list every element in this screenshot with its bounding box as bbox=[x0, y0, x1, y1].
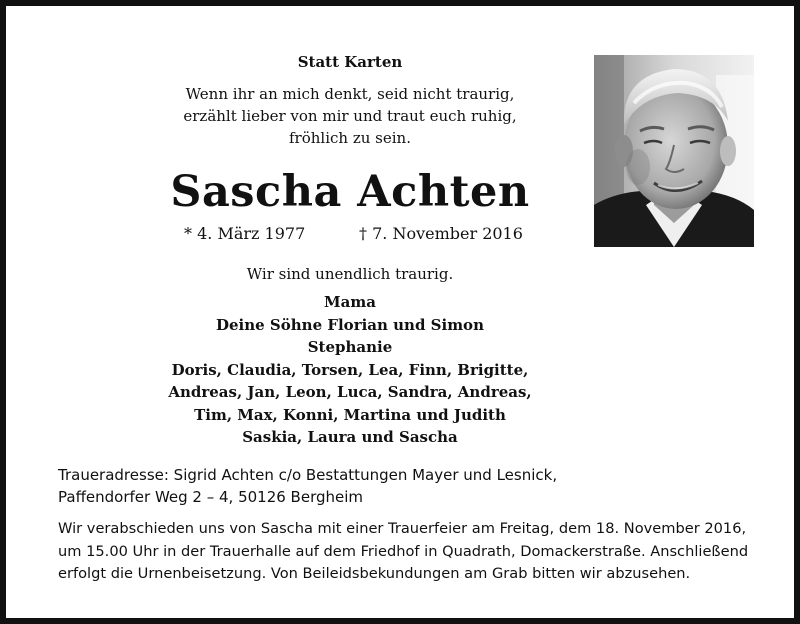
family-line: Andreas, Jan, Leon, Luca, Sandra, Andreas, bbox=[168, 383, 532, 401]
family-list bbox=[156, 291, 544, 449]
family-line: Deine Söhne Florian und Simon bbox=[216, 315, 484, 334]
family-line: Saskia, Laura und Sascha bbox=[242, 428, 458, 446]
address-line: Traueradresse: Sigrid Achten c/o Bestattungen Mayer und Lesnick, bbox=[58, 466, 558, 484]
ceremony-text bbox=[58, 518, 758, 586]
address-line: Paffendorfer Weg 2 – 4, 50126 Bergheim bbox=[58, 488, 364, 506]
birth-date: * 4. März 1977 bbox=[184, 224, 306, 243]
family-line: Tim, Max, Konni, Martina und Judith bbox=[194, 405, 506, 424]
portrait-photo bbox=[594, 55, 754, 247]
family-line: Stephanie bbox=[307, 338, 393, 356]
poem-line: fröhlich zu sein. bbox=[289, 129, 411, 147]
funeral-address bbox=[58, 464, 758, 508]
poem-line: erzählt lieber von mir und traut euch ruhig, bbox=[183, 107, 517, 125]
mourning-line: Wir sind unendlich traurig. bbox=[246, 265, 454, 283]
deceased-name: Sascha Achten bbox=[170, 167, 530, 217]
poem-line: Wenn ihr an mich denkt, seid nicht traurig, bbox=[185, 85, 515, 103]
poem bbox=[156, 83, 544, 149]
ceremony-line: Wir verabschieden uns von Sascha mit einer Trauerfeier am Freitag, dem 18. November 2016, bbox=[58, 520, 747, 537]
death-date: † 7. November 2016 bbox=[359, 224, 523, 243]
ceremony-line: erfolgt die Urnenbeisetzung. Von Beileidsbekundungen am Grab bitten wir abzusehen. bbox=[58, 565, 691, 582]
family-line: Mama bbox=[324, 293, 376, 311]
heading-statt-karten: Statt Karten bbox=[297, 53, 403, 71]
family-line: Doris, Claudia, Torsen, Lea, Finn, Brigitte, bbox=[171, 360, 529, 379]
ceremony-line: um 15.00 Uhr in der Trauerhalle auf dem Friedhof in Quadrath, Domackerstraße. Anschließend bbox=[58, 542, 749, 560]
